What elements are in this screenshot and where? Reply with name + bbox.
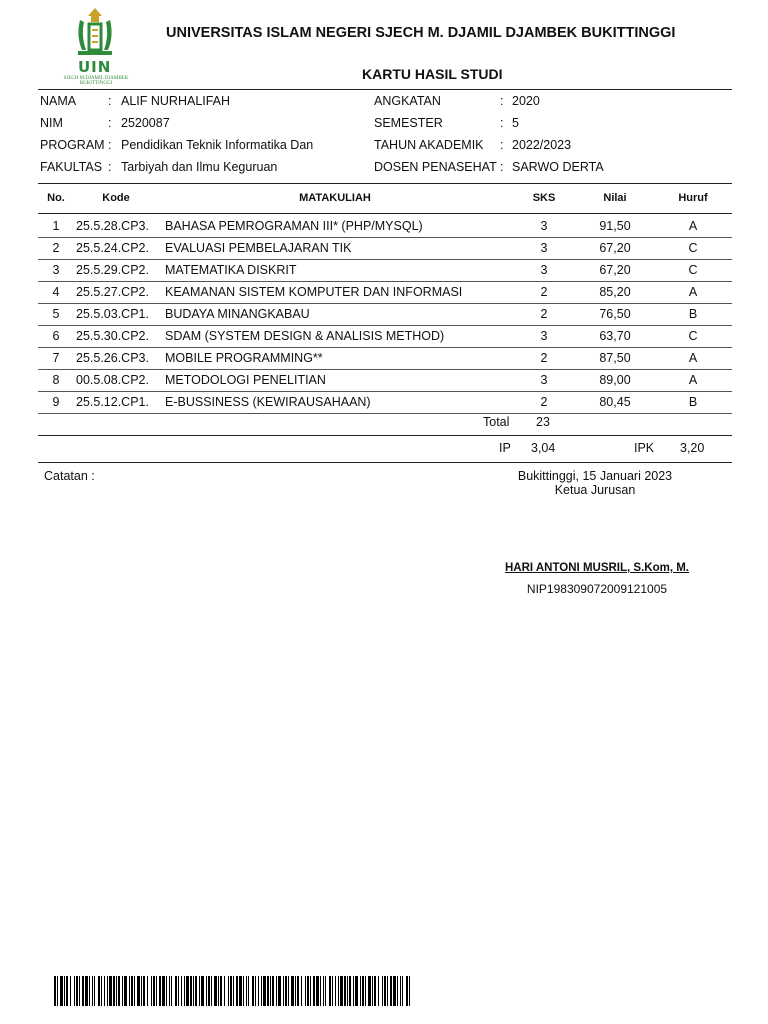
table-cell-sks: 2 bbox=[540, 395, 548, 409]
table-cell-no: 2 bbox=[52, 241, 60, 255]
info-label-nama: NAMA bbox=[40, 94, 77, 108]
totals-divider bbox=[38, 435, 732, 436]
table-cell-matakuliah: MATEMATIKA DISKRIT bbox=[165, 263, 297, 277]
info-sep: : bbox=[500, 160, 504, 174]
info-sep: : bbox=[500, 94, 504, 108]
ipk-label: IPK bbox=[634, 441, 655, 455]
table-cell-kode: 25.5.27.CP2. bbox=[76, 285, 149, 299]
info-value-nama: ALIF NURHALIFAH bbox=[121, 94, 231, 108]
table-cell-sks: 3 bbox=[540, 263, 548, 277]
table-cell-huruf: C bbox=[688, 329, 698, 343]
info-value-program: Pendidikan Teknik Informatika Dan bbox=[121, 138, 314, 152]
logo-acronym: UIN bbox=[78, 58, 112, 76]
table-cell-sks: 3 bbox=[540, 373, 548, 387]
table-cell-nilai: 91,50 bbox=[599, 219, 631, 233]
table-cell-huruf: B bbox=[688, 307, 698, 321]
table-cell-sks: 3 bbox=[540, 219, 548, 233]
signer-name: HARI ANTONI MUSRIL, S.Kom, M. bbox=[505, 562, 689, 574]
total-sks: 23 bbox=[536, 415, 550, 429]
info-value-dosen: SARWO DERTA bbox=[512, 160, 604, 174]
table-row-rule bbox=[38, 347, 732, 348]
info-label-program: PROGRAM bbox=[40, 138, 105, 152]
signer-role: Ketua Jurusan bbox=[554, 483, 636, 497]
table-top-rule bbox=[38, 183, 732, 184]
table-cell-sks: 2 bbox=[540, 285, 548, 299]
table-cell-nilai: 85,20 bbox=[599, 285, 631, 299]
col-header-kode: Kode bbox=[102, 192, 130, 204]
table-cell-huruf: A bbox=[688, 285, 698, 299]
table-cell-nilai: 76,50 bbox=[599, 307, 631, 321]
info-label-tahun: TAHUN AKADEMIK bbox=[374, 138, 484, 152]
ip-value: 3,04 bbox=[531, 441, 556, 455]
col-header-matakuliah: MATAKULIAH bbox=[299, 192, 371, 204]
catatan-label: Catatan : bbox=[44, 469, 95, 483]
table-cell-no: 7 bbox=[52, 351, 60, 365]
info-value-angkatan: 2020 bbox=[512, 94, 540, 108]
table-cell-kode: 25.5.26.CP3. bbox=[76, 351, 149, 365]
table-row-rule bbox=[38, 413, 732, 414]
table-cell-no: 6 bbox=[52, 329, 60, 343]
table-cell-nilai: 67,20 bbox=[599, 263, 631, 277]
table-cell-kode: 25.5.30.CP2. bbox=[76, 329, 149, 343]
table-cell-kode: 25.5.24.CP2. bbox=[76, 241, 149, 255]
table-row-rule bbox=[38, 391, 732, 392]
table-cell-nilai: 67,20 bbox=[599, 241, 631, 255]
university-name: UNIVERSITAS ISLAM NEGERI SJECH M. DJAMIL DJAMBEK BUKITTINGGI bbox=[166, 25, 676, 41]
info-label-fakultas: FAKULTAS bbox=[40, 160, 103, 174]
logo-subtitle: SJECH M.DJAMIL DJAMBEK BUKITTINGGI bbox=[63, 76, 129, 86]
total-label: Total bbox=[483, 415, 510, 429]
info-sep: : bbox=[108, 160, 112, 174]
col-header-nilai: Nilai bbox=[603, 192, 627, 204]
table-cell-kode: 25.5.12.CP1. bbox=[76, 395, 149, 409]
table-row-rule bbox=[38, 369, 732, 370]
table-cell-matakuliah: BAHASA PEMROGRAMAN III* (PHP/MYSQL) bbox=[165, 219, 423, 233]
info-label-dosen: DOSEN PENASEHAT bbox=[374, 160, 497, 174]
info-value-fakultas: Tarbiyah dan Ilmu Keguruan bbox=[121, 160, 278, 174]
place-date: Bukittinggi, 15 Januari 2023 bbox=[517, 469, 673, 483]
info-sep: : bbox=[500, 138, 504, 152]
table-cell-matakuliah: MOBILE PROGRAMMING** bbox=[165, 351, 323, 365]
info-sep: : bbox=[500, 116, 504, 130]
table-cell-huruf: C bbox=[688, 241, 698, 255]
table-cell-kode: 25.5.03.CP1. bbox=[76, 307, 149, 321]
table-cell-nilai: 87,50 bbox=[599, 351, 631, 365]
table-cell-nilai: 63,70 bbox=[599, 329, 631, 343]
info-label-angkatan: ANGKATAN bbox=[374, 94, 441, 108]
table-bottom-rule bbox=[38, 462, 732, 463]
info-sep: : bbox=[108, 94, 112, 108]
info-label-semester: SEMESTER bbox=[374, 116, 443, 130]
table-cell-huruf: A bbox=[688, 373, 698, 387]
col-header-huruf: Huruf bbox=[678, 192, 708, 204]
table-cell-matakuliah: SDAM (SYSTEM DESIGN & ANALISIS METHOD) bbox=[165, 329, 445, 343]
table-cell-no: 9 bbox=[52, 395, 60, 409]
col-header-sks: SKS bbox=[532, 192, 556, 204]
table-cell-huruf: A bbox=[688, 219, 698, 233]
info-value-tahun: 2022/2023 bbox=[512, 138, 572, 152]
table-cell-no: 8 bbox=[52, 373, 60, 387]
ipk-value: 3,20 bbox=[680, 441, 705, 455]
table-cell-huruf: B bbox=[688, 395, 698, 409]
table-cell-matakuliah: KEAMANAN SISTEM KOMPUTER DAN INFORMASI bbox=[165, 285, 463, 299]
table-cell-sks: 3 bbox=[540, 329, 548, 343]
info-value-nim: 2520087 bbox=[121, 116, 170, 130]
col-header-no: No. bbox=[47, 192, 65, 204]
table-cell-matakuliah: E-BUSSINESS (KEWIRAUSAHAAN) bbox=[165, 395, 371, 409]
university-logo bbox=[52, 6, 138, 88]
table-cell-kode: 25.5.28.CP3. bbox=[76, 219, 149, 233]
page-title: KARTU HASIL STUDI bbox=[362, 66, 503, 82]
table-cell-matakuliah: BUDAYA MINANGKABAU bbox=[165, 307, 310, 321]
table-row-rule bbox=[38, 281, 732, 282]
table-cell-sks: 3 bbox=[540, 241, 548, 255]
table-cell-matakuliah: METODOLOGI PENELITIAN bbox=[165, 373, 326, 387]
info-value-semester: 5 bbox=[512, 116, 519, 130]
header-bottom-rule bbox=[38, 213, 732, 214]
table-cell-nilai: 80,45 bbox=[599, 395, 631, 409]
table-cell-no: 5 bbox=[52, 307, 60, 321]
table-row-rule bbox=[38, 303, 732, 304]
table-cell-huruf: A bbox=[688, 351, 698, 365]
header-divider bbox=[38, 89, 732, 90]
university-emblem-icon bbox=[72, 6, 118, 58]
table-cell-no: 3 bbox=[52, 263, 60, 277]
barcode bbox=[54, 976, 414, 1006]
table-cell-nilai: 89,00 bbox=[599, 373, 631, 387]
info-label-nim: NIM bbox=[40, 116, 63, 130]
table-cell-kode: 25.5.29.CP2. bbox=[76, 263, 149, 277]
ip-label: IP bbox=[499, 441, 511, 455]
table-cell-huruf: C bbox=[688, 263, 698, 277]
table-cell-sks: 2 bbox=[540, 351, 548, 365]
table-cell-kode: 00.5.08.CP2. bbox=[76, 373, 149, 387]
info-sep: : bbox=[108, 138, 112, 152]
table-cell-no: 4 bbox=[52, 285, 60, 299]
table-cell-no: 1 bbox=[52, 219, 60, 233]
barcode-bar bbox=[409, 976, 410, 1006]
table-row-rule bbox=[38, 259, 732, 260]
table-row-rule bbox=[38, 325, 732, 326]
info-sep: : bbox=[108, 116, 112, 130]
table-cell-sks: 2 bbox=[540, 307, 548, 321]
table-cell-matakuliah: EVALUASI PEMBELAJARAN TIK bbox=[165, 241, 352, 255]
table-row-rule bbox=[38, 237, 732, 238]
signer-nip: NIP198309072009121005 bbox=[526, 582, 668, 596]
